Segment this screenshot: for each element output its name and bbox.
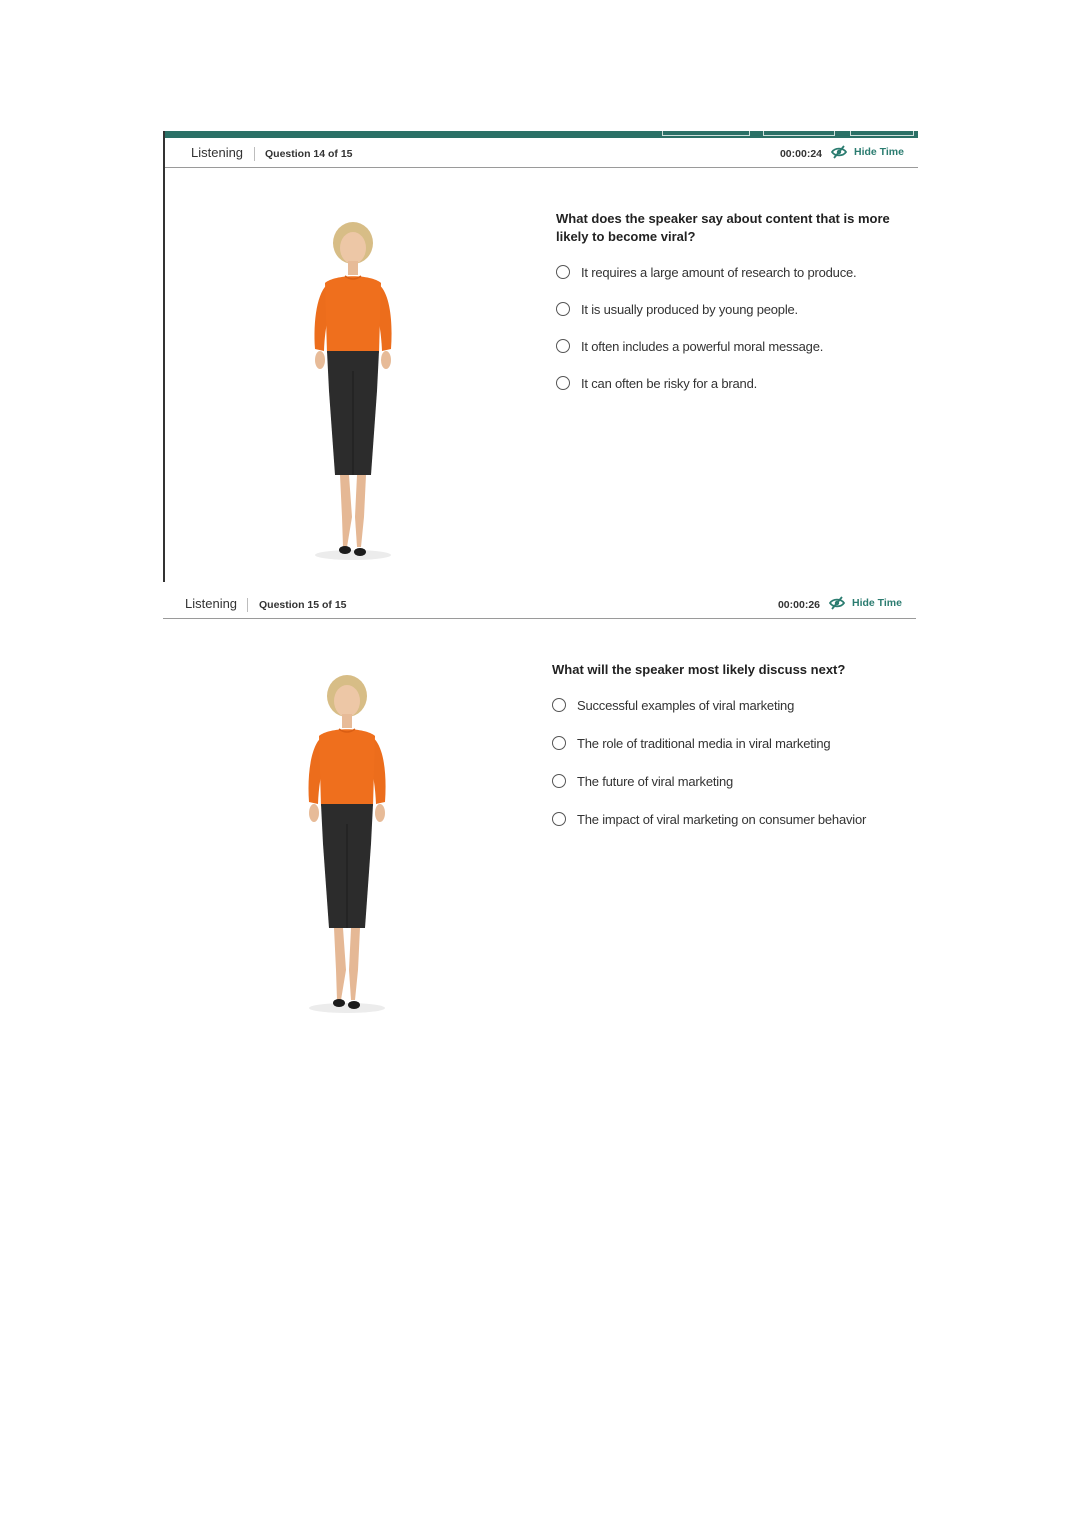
hide-time-label: Hide Time bbox=[854, 146, 904, 158]
eye-off-icon bbox=[829, 596, 845, 610]
answer-option-label: It can often be risky for a brand. bbox=[581, 375, 758, 391]
answer-options bbox=[552, 695, 912, 829]
answer-option-label: It is usually produced by young people. bbox=[581, 301, 798, 317]
answer-option[interactable] bbox=[556, 262, 916, 282]
answer-option[interactable] bbox=[552, 809, 912, 829]
answer-option[interactable] bbox=[556, 299, 916, 319]
top-nav-tab[interactable] bbox=[850, 131, 914, 136]
hide-time-button[interactable] bbox=[831, 145, 904, 159]
answer-option-label: It requires a large amount of research to produce. bbox=[581, 264, 857, 280]
answer-option-label: The future of viral marketing bbox=[577, 773, 734, 789]
answer-option[interactable] bbox=[552, 733, 912, 753]
section-name: Listening bbox=[191, 145, 244, 160]
answer-option-label: The impact of viral marketing on consumer behavior bbox=[577, 811, 867, 827]
section-name: Listening bbox=[185, 596, 238, 611]
answer-options bbox=[556, 262, 916, 393]
answer-option-label: Successful examples of viral marketing bbox=[577, 697, 795, 713]
radio-button[interactable] bbox=[552, 698, 566, 712]
radio-button[interactable] bbox=[556, 339, 570, 353]
radio-button[interactable] bbox=[556, 302, 570, 316]
answer-option[interactable] bbox=[552, 695, 912, 715]
question-counter: Question 14 of 15 bbox=[265, 148, 353, 160]
test-header bbox=[163, 590, 916, 619]
answer-option[interactable] bbox=[556, 336, 916, 356]
hide-time-button[interactable] bbox=[829, 596, 902, 610]
radio-button[interactable] bbox=[552, 774, 566, 788]
question-screen-15 bbox=[163, 590, 916, 1030]
radio-button[interactable] bbox=[552, 812, 566, 826]
answer-option[interactable] bbox=[556, 373, 916, 393]
speaker-image bbox=[289, 674, 409, 1019]
radio-button[interactable] bbox=[552, 736, 566, 750]
question-screen-14 bbox=[163, 131, 918, 582]
answer-option-label: It often includes a powerful moral message. bbox=[581, 338, 824, 354]
hide-time-label: Hide Time bbox=[852, 597, 902, 609]
question-text: What will the speaker most likely discuss next? bbox=[552, 662, 846, 677]
radio-button[interactable] bbox=[556, 376, 570, 390]
question-panel bbox=[556, 210, 916, 410]
question-text: What does the speaker say about content that is more likely to become viral? bbox=[556, 211, 890, 244]
top-nav-tab[interactable] bbox=[662, 131, 750, 136]
header-divider bbox=[247, 598, 248, 612]
header-divider bbox=[254, 147, 255, 161]
answer-option[interactable] bbox=[552, 771, 912, 791]
top-nav-tab[interactable] bbox=[763, 131, 835, 136]
answer-option-label: The role of traditional media in viral marketing bbox=[577, 735, 831, 751]
test-header bbox=[165, 139, 918, 168]
speaker-image bbox=[295, 221, 415, 566]
timer: 00:00:24 bbox=[779, 148, 822, 160]
question-counter: Question 15 of 15 bbox=[259, 599, 347, 611]
eye-off-icon bbox=[831, 145, 847, 159]
question-panel bbox=[552, 661, 912, 847]
timer: 00:00:26 bbox=[777, 599, 820, 611]
radio-button[interactable] bbox=[556, 265, 570, 279]
